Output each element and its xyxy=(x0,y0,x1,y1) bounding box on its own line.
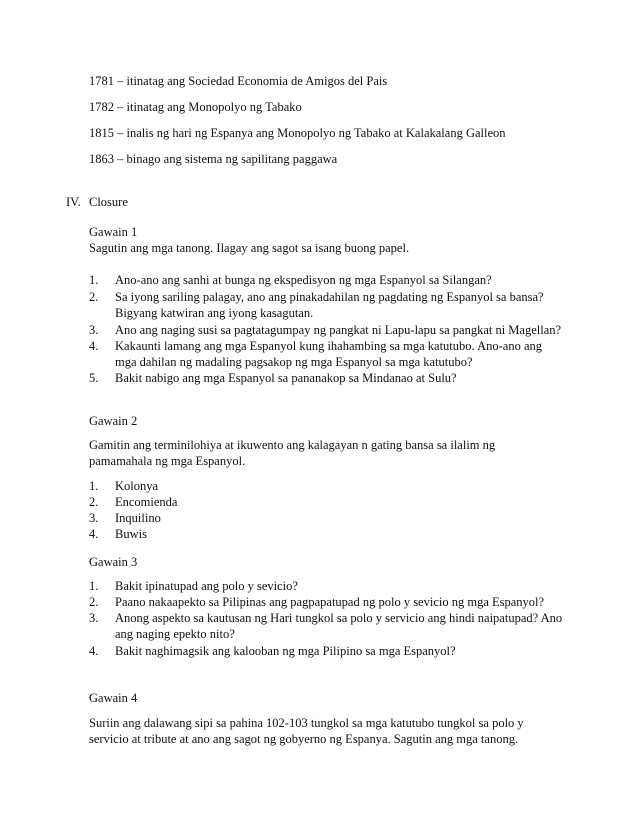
question-text: Anong aspekto sa kautusan ng Hari tungkol sa polo y servicio ang hindi naipatupad? Ano xyxy=(115,611,563,625)
gawain-1-instruction: Sagutin ang mga tanong. Ilagay ang sagot sa isang buong papel. xyxy=(89,241,410,255)
timeline-entry-1782: 1782 – itinatag ang Monopolyo ng Tabako xyxy=(89,100,302,114)
timeline-entry-1815: 1815 – inalis ng hari ng Espanya ang Monopolyo ng Tabako at Kalakalang Galleon xyxy=(89,126,506,140)
question-text: Ano ang naging susi sa pagtatagumpay ng pangkat ni Lapu-lapu sa pangkat ni Magellan? xyxy=(115,323,562,337)
gawain-2-title: Gawain 2 xyxy=(89,414,138,428)
gawain-2-instruction-continued: pamamahala ng mga Espanyol. xyxy=(89,454,246,468)
question-number: 1. xyxy=(89,273,99,287)
section-number: IV. xyxy=(66,195,81,209)
question-text: Bakit ipinatupad ang polo y sevicio? xyxy=(115,579,298,593)
term-number: 4. xyxy=(89,527,99,541)
question-text: Bakit naghimagsik ang kalooban ng mga Pilipino sa mga Espanyol? xyxy=(115,644,456,658)
question-text: Paano nakaapekto sa Pilipinas ang pagpapatupad ng polo y sevicio ng mga Espanyol? xyxy=(115,595,545,609)
timeline-entry-1781: 1781 – itinatag ang Sociedad Economia de Amigos del Pais xyxy=(89,74,388,88)
gawain-4-instruction: Suriin ang dalawang sipi sa pahina 102-103 tungkol sa mga katutubo tungkol sa polo y xyxy=(89,716,524,730)
term-number: 2. xyxy=(89,495,99,509)
section-title: Closure xyxy=(89,195,128,209)
question-number: 5. xyxy=(89,371,99,385)
question-text: Sa iyong sariling palagay, ano ang pinakadahilan ng pagdating ng Espanyol sa bansa? xyxy=(115,290,544,304)
question-text-continued: ang naging epekto nito? xyxy=(115,627,235,641)
gawain-3-title: Gawain 3 xyxy=(89,555,138,569)
term-number: 3. xyxy=(89,511,99,525)
question-number: 2. xyxy=(89,290,99,304)
timeline-entry-1863: 1863 – binago ang sistema ng sapilitang paggawa xyxy=(89,152,338,166)
term-item: Inquilino xyxy=(115,511,161,525)
gawain-1-title: Gawain 1 xyxy=(89,225,138,239)
gawain-4-title: Gawain 4 xyxy=(89,691,138,705)
question-number: 3. xyxy=(89,323,99,337)
gawain-2-instruction: Gamitin ang terminilohiya at ikuwento ang kalagayan n gating bansa sa ilalim ng xyxy=(89,438,496,452)
question-text-continued: mga dahilan ng madaling pagsakop ng mga Espanyol sa mga katutubo? xyxy=(115,355,473,369)
term-item: Buwis xyxy=(115,527,147,541)
question-number: 2. xyxy=(89,595,99,609)
term-item: Encomienda xyxy=(115,495,178,509)
question-number: 4. xyxy=(89,644,99,658)
question-number: 1. xyxy=(89,579,99,593)
term-item: Kolonya xyxy=(115,479,159,493)
question-text: Kakaunti lamang ang mga Espanyol kung ihahambing sa mga katutubo. Ano-ano ang xyxy=(115,339,542,353)
term-number: 1. xyxy=(89,479,99,493)
question-text: Bakit nabigo ang mga Espanyol sa pananakop sa Mindanao at Sulu? xyxy=(115,371,457,385)
question-text-continued: Bigyang katwiran ang iyong kasagutan. xyxy=(115,306,314,320)
question-number: 3. xyxy=(89,611,99,625)
question-text: Ano-ano ang sanhi at bunga ng ekspedisyon ng mga Espanyol sa Silangan? xyxy=(115,273,492,287)
gawain-4-instruction-continued: servicio at tribute at ano ang sagot ng gobyerno ng Espanya. Sagutin ang mga tanong. xyxy=(89,732,519,746)
question-number: 4. xyxy=(89,339,99,353)
